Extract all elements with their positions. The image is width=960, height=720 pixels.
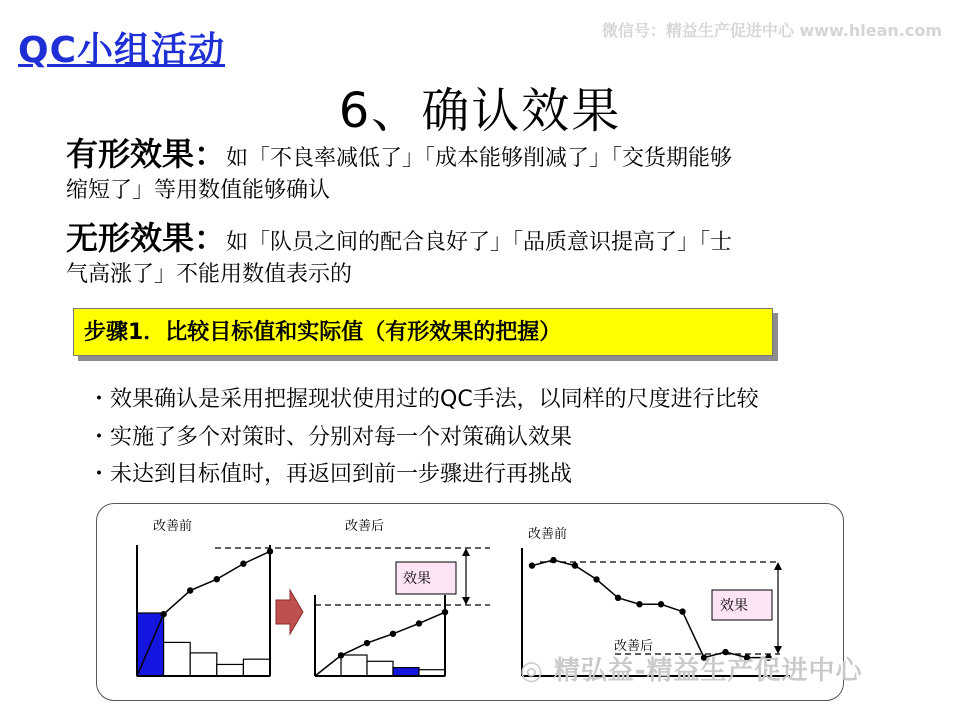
section-title: QC小组活动 xyxy=(18,30,226,71)
data-point xyxy=(679,608,685,614)
ts-after-label: 改善后 xyxy=(614,639,654,654)
tangible-text-line1: 如「不良率减低了」「成本能够削减了」「交货期能够 xyxy=(226,146,733,171)
data-point xyxy=(214,576,220,582)
intangible-heading: 无形效果： xyxy=(66,219,227,257)
effect-label: 效果 xyxy=(720,598,748,614)
bullet-item: ・实施了多个对策时、分别对每一个对策确认效果 xyxy=(88,425,573,450)
watermark-top: 微信号：精益生产促进中心 www.hlean.com xyxy=(601,21,942,40)
data-point xyxy=(636,601,642,607)
step-banner: 步骤1．比较目标值和实际值（有形效果的把握） xyxy=(73,308,773,356)
data-point xyxy=(658,601,664,607)
data-point xyxy=(187,587,193,593)
pareto-bar xyxy=(164,642,191,676)
ts-before-label: 改善前 xyxy=(528,527,568,542)
right-arrow-icon xyxy=(276,590,303,634)
pareto-bar xyxy=(243,659,270,676)
data-point xyxy=(615,595,621,601)
arrow-head-icon xyxy=(774,562,782,570)
data-point xyxy=(572,562,578,568)
arrow-head-icon xyxy=(462,597,470,605)
pareto-bar xyxy=(190,653,217,676)
page-title: 6、确认效果 xyxy=(338,83,622,139)
intangible-text-line2: 气高涨了」不能用数值表示的 xyxy=(66,262,353,287)
wechat-icon: ◎ xyxy=(520,656,554,686)
tangible-heading: 有形效果： xyxy=(66,135,227,173)
arrow-head-icon xyxy=(462,548,470,556)
data-point xyxy=(240,561,246,567)
data-point xyxy=(390,631,396,637)
intangible-text-line1: 如「队员之间的配合良好了」「品质意识提高了」「士 xyxy=(226,230,733,255)
pareto-bar xyxy=(341,655,367,676)
data-point xyxy=(160,611,166,617)
watermark-bottom xyxy=(520,650,863,687)
before-label: 改善前 xyxy=(153,519,193,534)
bullet-item: ・效果确认是采用把握现状使用过的QC手法，以同样的尺度进行比较 xyxy=(88,387,759,412)
data-point xyxy=(593,576,599,582)
effect-label: 效果 xyxy=(403,571,431,587)
chart-before xyxy=(137,519,273,676)
pareto-bar xyxy=(217,664,244,676)
data-point xyxy=(416,620,422,626)
pareto-bar xyxy=(393,668,419,676)
watermark-bottom-text: 精弘益-精益生产促进中心 xyxy=(553,656,863,686)
after-label: 改善后 xyxy=(345,519,385,534)
data-point xyxy=(364,640,370,646)
pareto-bar xyxy=(367,661,393,676)
data-point xyxy=(338,652,344,658)
tangible-text-line2: 缩短了」等用数值能够确认 xyxy=(66,178,331,203)
bullet-item: ・未达到目标值时，再返回到前一步骤进行再挑战 xyxy=(88,462,573,487)
data-point xyxy=(529,562,535,568)
data-point xyxy=(550,557,556,563)
chart-after xyxy=(215,519,490,676)
